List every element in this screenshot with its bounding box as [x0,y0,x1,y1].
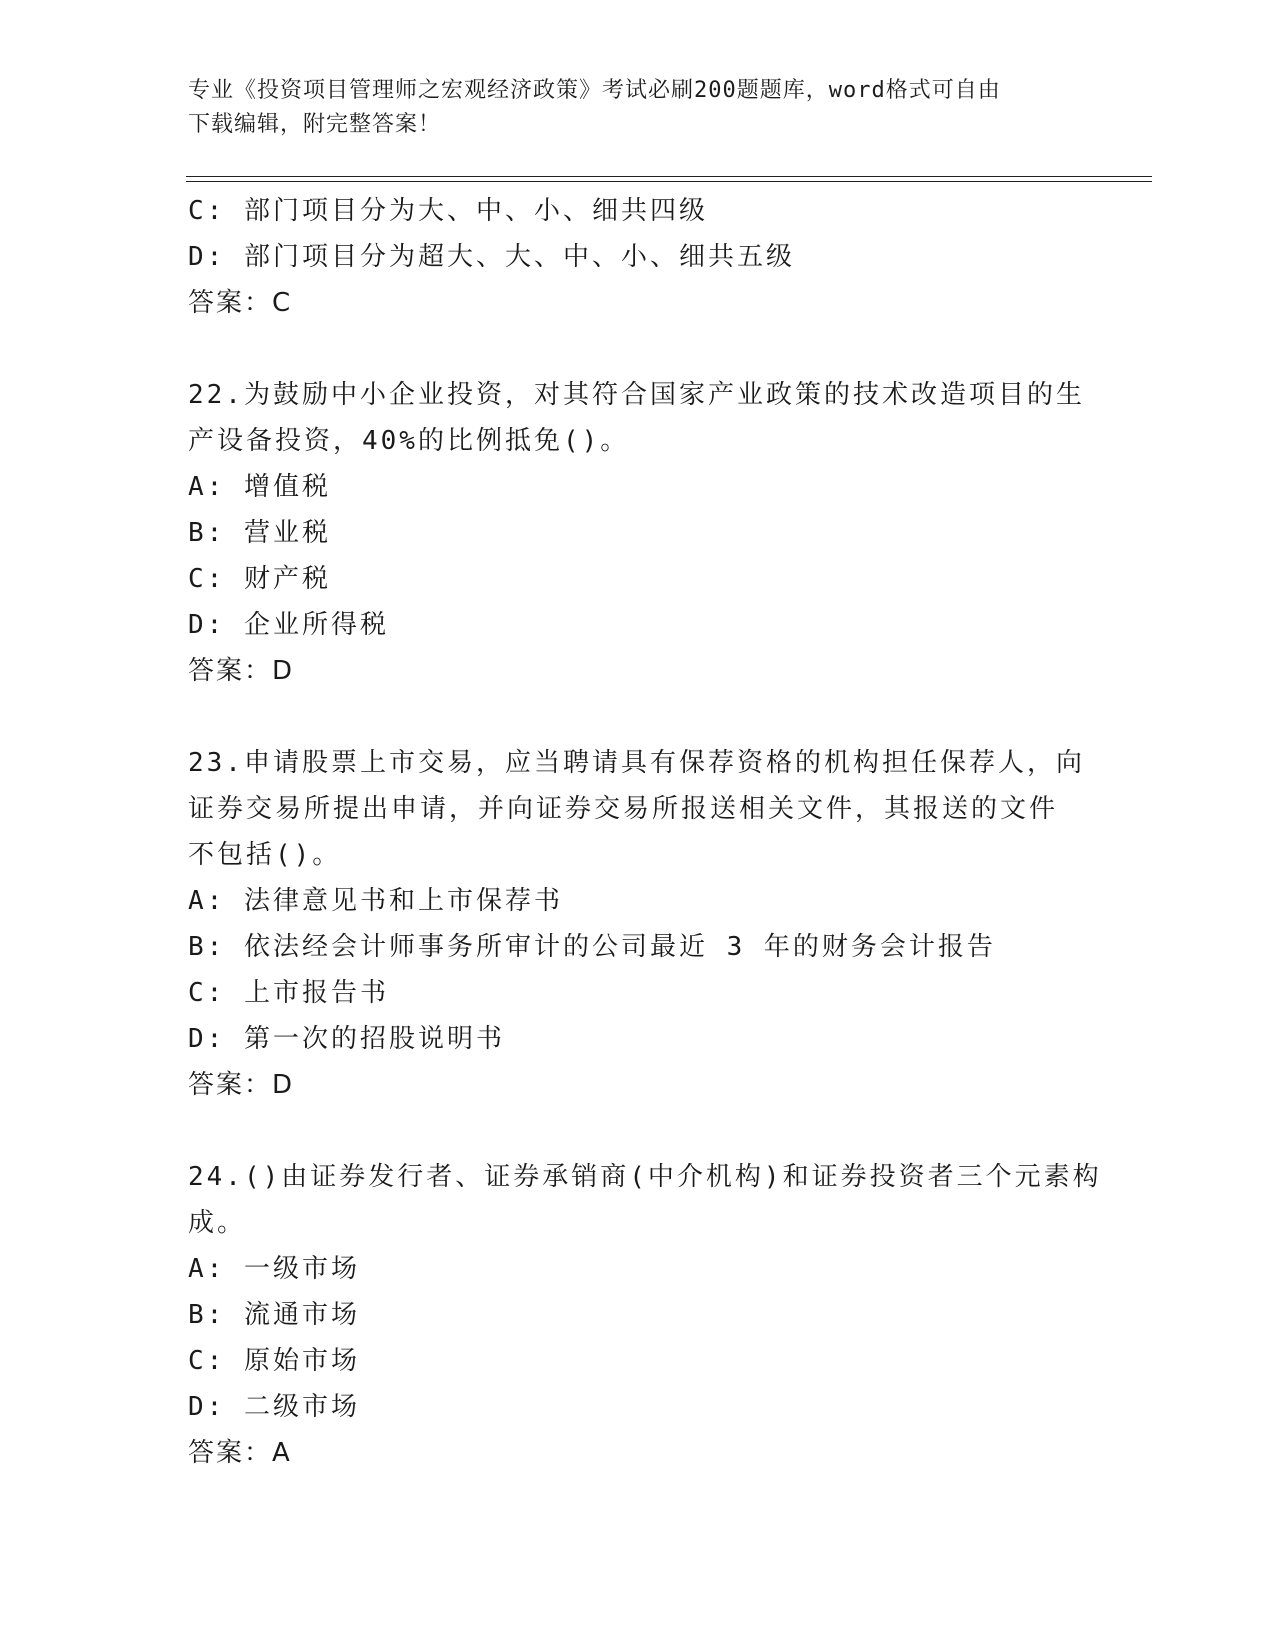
answer-line: 答案：D [188,656,295,686]
option-c: C: 原始市场 [188,1346,360,1376]
answer-line: 答案：C [188,288,293,318]
header-divider-bottom [186,181,1152,182]
question-stem: 不包括()。 [188,840,342,870]
option-c: C: 部门项目分为大、中、小、细共四级 [188,196,708,226]
option-a: A: 一级市场 [188,1254,360,1284]
option-b: B: 营业税 [188,518,331,548]
option-c: C: 上市报告书 [188,978,389,1008]
question-stem: 成。 [188,1208,247,1238]
header-divider-top [186,176,1152,177]
question-stem: 24.()由证券发行者、证券承销商(中介机构)和证券投资者三个元素构 [188,1162,1102,1192]
header-line-1: 专业《投资项目管理师之宏观经济政策》考试必刷200题题库，word格式可自由 [188,78,1001,103]
option-c: C: 财产税 [188,564,331,594]
question-22 [188,372,1088,694]
option-b: B: 依法经会计师事务所审计的公司最近 3 年的财务会计报告 [188,932,996,962]
answer-line: 答案：D [188,1070,295,1100]
question-stem: 产设备投资，40%的比例抵免()。 [188,426,630,456]
document-header [188,74,1088,142]
question-stem: 22.为鼓励中小企业投资，对其符合国家产业政策的技术改造项目的生 [188,380,1085,410]
option-d: D: 部门项目分为超大、大、中、小、细共五级 [188,242,795,272]
option-a: A: 增值税 [188,472,331,502]
header-line-2: 下载编辑，附完整答案！ [188,112,442,137]
question-23 [188,740,1088,1108]
option-d: D: 二级市场 [188,1392,360,1422]
question-stem: 23.申请股票上市交易，应当聘请具有保荐资格的机构担任保荐人，向 [188,748,1085,778]
question-24 [188,1154,1102,1476]
question-21-fragment [188,188,1088,326]
question-list [188,188,1102,1476]
answer-line: 答案：A [188,1438,292,1468]
option-d: D: 企业所得税 [188,610,389,640]
question-stem: 证券交易所提出申请，并向证券交易所报送相关文件，其报送的文件 [188,794,1059,824]
option-a: A: 法律意见书和上市保荐书 [188,886,563,916]
option-d: D: 第一次的招股说明书 [188,1024,505,1054]
option-b: B: 流通市场 [188,1300,360,1330]
